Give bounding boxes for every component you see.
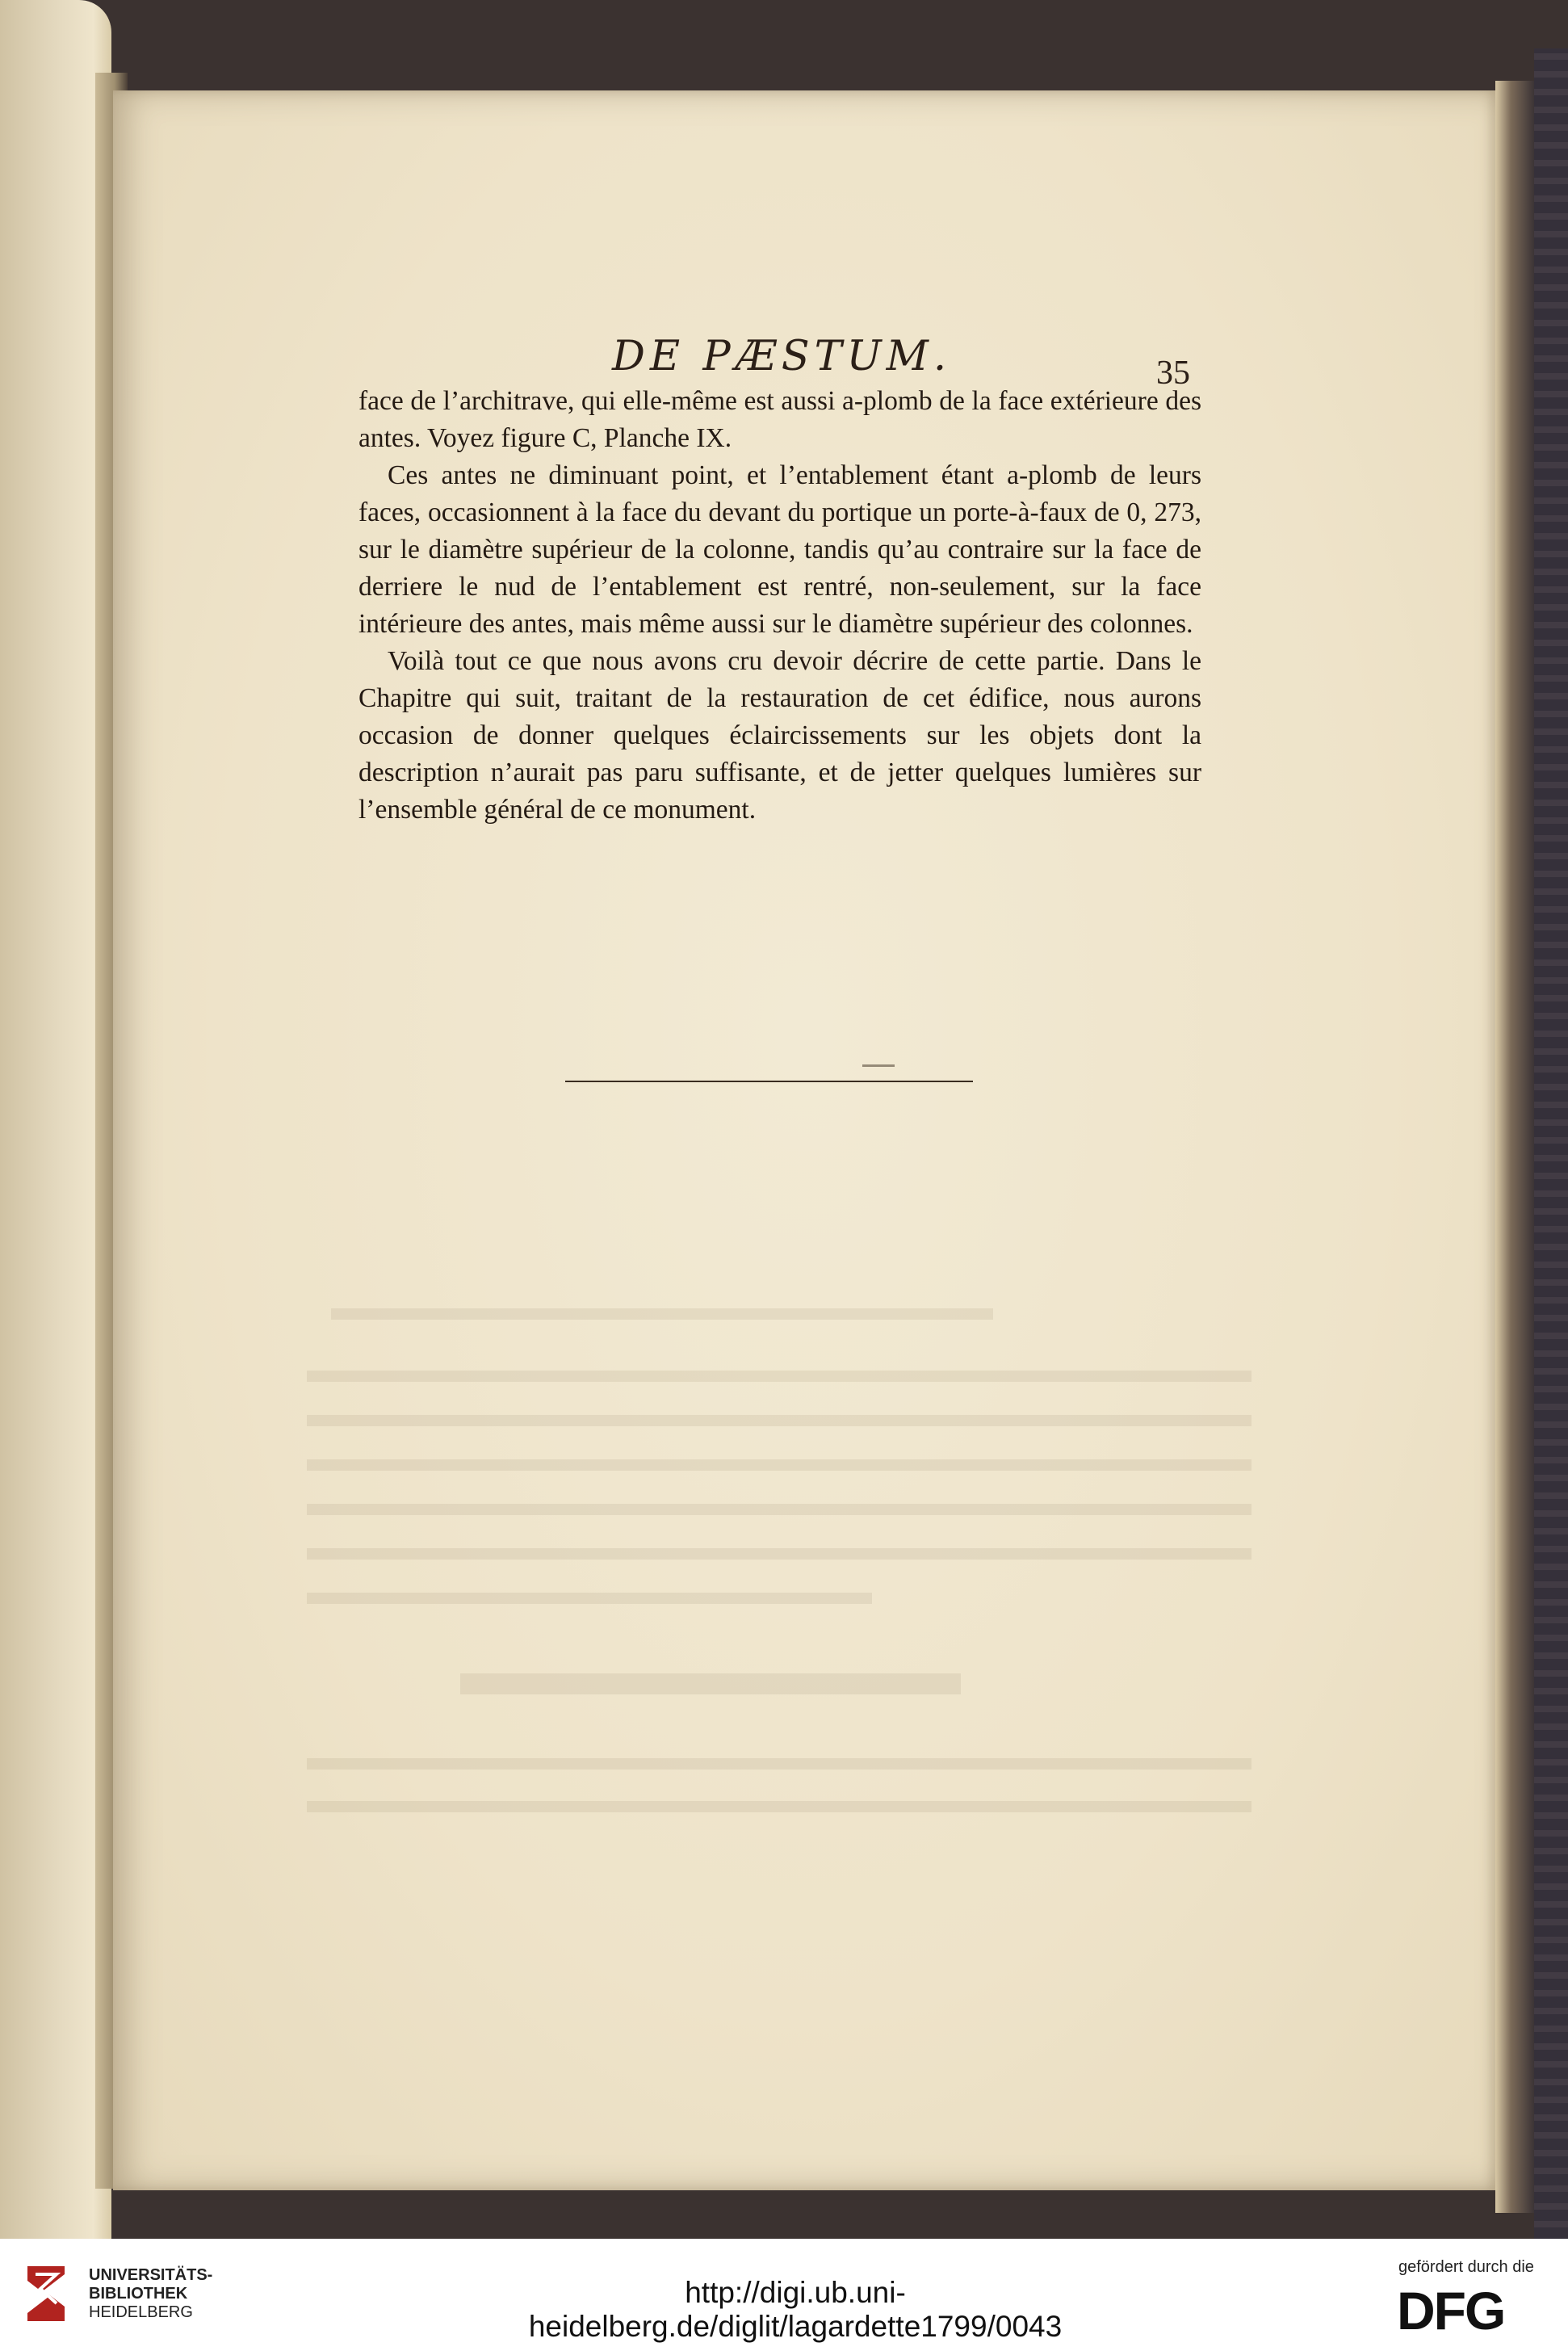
bleed-through [307,1371,1251,1382]
bleed-through [307,1801,1251,1812]
permalink[interactable]: http://digi.ub.uni-heidelberg.de/diglit/lagardette1799/0043 [528,2276,1063,2343]
paragraph: Ces antes ne diminuant point, et l’entablement étant a-plomb de leurs faces, occasionnent à la face du devant du portique un porte-à-faux de 0, 273, sur le diamètre supérieur de la colonne, tandis qu’au contraire sur la face de derriere le nud de l’entablement est rentré, non-seulement, sur la face intérieure des antes, mais même aussi sur le diamètre supérieur des colonnes. [358,460,1201,639]
bleed-through [331,1308,993,1320]
footer-bar [0,2239,1568,2351]
paragraph: face de l’architrave, qui elle-même est aussi a-plomb de la face extérieure des antes. Voyez figure C, Planche IX. [358,386,1201,453]
separator-rule [565,1081,973,1082]
bleed-through [307,1459,1251,1471]
bleed-through [307,1504,1251,1515]
dfg-logo: DFG [1397,2281,1505,2341]
bleed-through [307,1593,872,1604]
bleed-through [307,1415,1251,1426]
bleed-through [307,1548,1251,1560]
separator-ornament [862,1064,895,1067]
running-head: DE PÆSTUM. [612,333,952,380]
book-cover [1534,48,1568,2239]
bleed-through [460,1673,961,1694]
library-name: UNIVERSITÄTS- BIBLIOTHEK HEIDELBERG [89,2266,213,2321]
funder-label: gefördert durch die [1398,2258,1534,2276]
page-number: 35 [1156,355,1190,392]
page-edges [1495,81,1534,2213]
paragraph: Voilà tout ce que nous avons cru devoir décrire de cette partie. Dans le Chapitre qui suit, traitant de la restauration de cet édifice, nous aurons occasion de donner quelques éclaircissements sur les objets dont la description n’aurait pas paru suffisante, et de jetter quelques lumières sur l’ensemble général de ce monument. [358,646,1201,825]
bleed-through [307,1758,1251,1770]
body-text [358,383,1201,829]
library-logo-icon [19,2258,73,2329]
